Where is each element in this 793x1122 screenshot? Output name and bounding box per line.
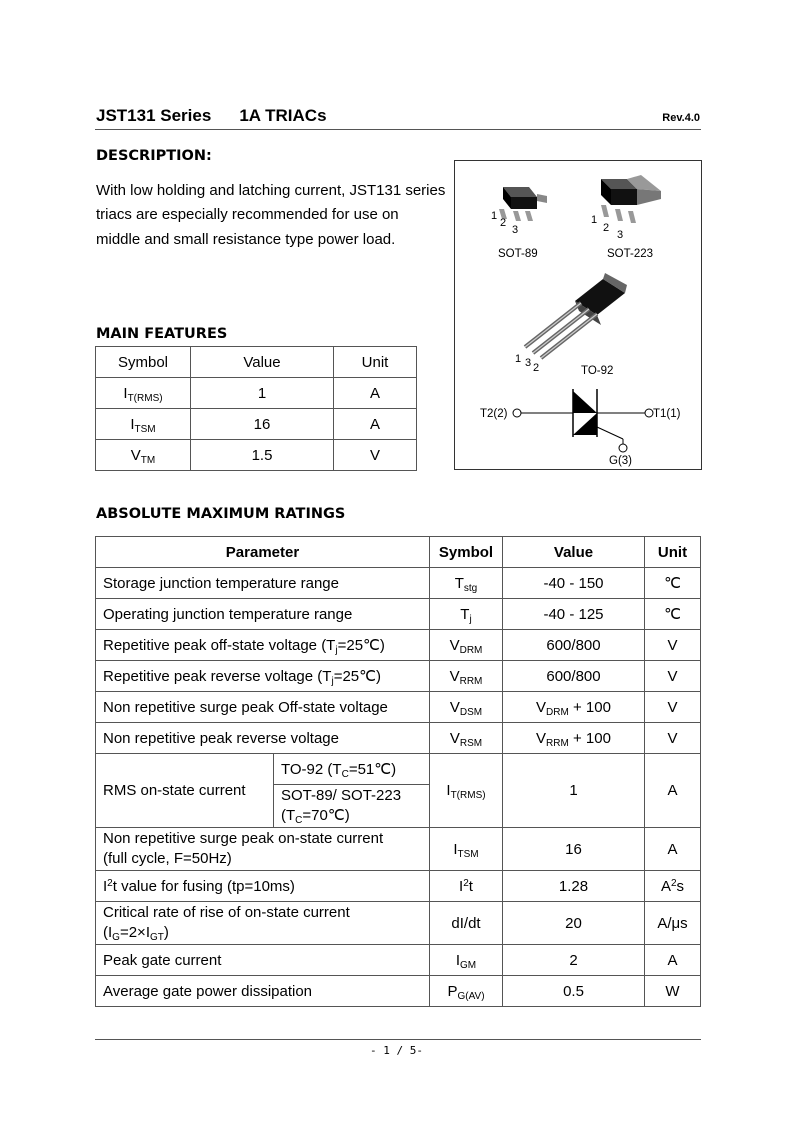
terminal-t2-label: T2(2) — [480, 408, 508, 420]
to92-package-icon — [525, 273, 627, 358]
unit-cell: ℃ — [645, 599, 701, 630]
table-row — [96, 871, 701, 902]
value-cell: $V_{RRM} + 100$ — [503, 723, 645, 754]
col-header-value: Value — [191, 347, 334, 378]
unit-cell: V — [645, 661, 701, 692]
unit-cell: $A^2s$ — [645, 871, 701, 902]
series-name: JST131 Series — [96, 106, 212, 125]
main-features-heading: MAIN FEATURES — [96, 326, 228, 342]
unit-cell: A — [334, 409, 417, 440]
symbol-cell: $V_{RRM}$ — [430, 661, 503, 692]
unit-cell: V — [645, 723, 701, 754]
table-row — [96, 661, 701, 692]
col-header-parameter: Parameter — [96, 537, 430, 568]
symbol-cell: $I_{TSM}$ — [96, 409, 191, 440]
condition-cell: TO-92 $(T_C=51℃)$ — [274, 754, 430, 785]
document-title — [96, 106, 327, 126]
table-row — [96, 976, 701, 1007]
to92-pin2: 2 — [533, 362, 540, 374]
table-row — [96, 692, 701, 723]
parameter-cell: RMS on-state current — [96, 754, 274, 828]
value-cell: 0.5 — [503, 976, 645, 1007]
parameter-cell: $I^2t$ value for fusing (tp=10ms) — [96, 871, 430, 902]
sot89-pin3: 3 — [512, 224, 519, 236]
sot223-package-icon — [601, 175, 661, 223]
main-features-table — [95, 346, 417, 471]
description-heading: DESCRIPTION: — [96, 148, 212, 164]
package-drawings — [455, 161, 701, 469]
table-row — [96, 568, 701, 599]
table-row — [96, 754, 701, 785]
symbol-cell: $T_{stg}$ — [430, 568, 503, 599]
col-header-value: Value — [503, 537, 645, 568]
unit-cell: A — [334, 378, 417, 409]
sot223-pin2: 2 — [603, 222, 610, 234]
value-cell: 16 — [503, 828, 645, 871]
table-row — [96, 723, 701, 754]
parameter-cell: Repetitive peak reverse voltage $(T_j=25℃)$ — [96, 661, 430, 692]
unit-cell: W — [645, 976, 701, 1007]
unit-cell: V — [334, 440, 417, 471]
table-row — [96, 945, 701, 976]
sot89-label: SOT-89 — [498, 248, 538, 260]
symbol-cell: $V_{RSM}$ — [430, 723, 503, 754]
parameter-cell: Operating junction temperature range — [96, 599, 430, 630]
parameter-cell: Storage junction temperature range — [96, 568, 430, 599]
symbol-cell: $I_{GM}$ — [430, 945, 503, 976]
terminal-t1-label: T1(1) — [653, 408, 681, 420]
symbol-cell: dI/dt — [430, 902, 503, 945]
table-row — [96, 902, 701, 945]
sot223-pin1: 1 — [591, 214, 598, 226]
symbol-cell: $P_{G(AV)}$ — [430, 976, 503, 1007]
value-cell: 1 — [503, 754, 645, 828]
unit-cell: V — [645, 630, 701, 661]
product-name: 1A TRIACs — [239, 106, 327, 125]
value-cell: -40 - 125 — [503, 599, 645, 630]
symbol-cell: $I_{T(RMS)}$ — [430, 754, 503, 828]
symbol-cell: $T_j$ — [430, 599, 503, 630]
condition-cell: SOT-89/ SOT-223 $(T_C=70℃)$ — [274, 785, 430, 828]
unit-cell: A — [645, 828, 701, 871]
col-header-symbol: Symbol — [96, 347, 191, 378]
symbol-cell: $I_{T(RMS)}$ — [96, 378, 191, 409]
sot89-package-icon — [499, 187, 547, 221]
parameter-cell: Non repetitive surge peak on-state current (full cycle, F=50Hz) — [96, 828, 430, 871]
table-header-row — [96, 537, 701, 568]
parameter-cell: Average gate power dissipation — [96, 976, 430, 1007]
page-number: - 1 / 5- — [370, 1044, 423, 1057]
col-header-unit: Unit — [645, 537, 701, 568]
value-cell: $V_{DRM} + 100$ — [503, 692, 645, 723]
value-cell: 2 — [503, 945, 645, 976]
unit-cell: A — [645, 754, 701, 828]
parameter-cell: Peak gate current — [96, 945, 430, 976]
parameter-cell: Repetitive peak off-state voltage $(T_j=25℃)$ — [96, 630, 430, 661]
to92-label: TO-92 — [581, 365, 614, 377]
revision-label: Rev.4.0 — [662, 112, 700, 124]
unit-cell: ℃ — [645, 568, 701, 599]
header-rule — [95, 129, 701, 130]
col-header-symbol: Symbol — [430, 537, 503, 568]
triac-schematic-symbol — [513, 389, 653, 452]
sot89-pin1: 1 — [491, 210, 498, 222]
sot223-pin3: 3 — [617, 229, 624, 241]
terminal-g-label: G(3) — [609, 455, 632, 467]
to92-pin1: 1 — [515, 353, 522, 365]
sot89-pin2: 2 — [500, 217, 507, 229]
table-row — [96, 378, 417, 409]
symbol-cell: $I_{TSM}$ — [430, 828, 503, 871]
table-row — [96, 409, 417, 440]
table-row — [96, 828, 701, 871]
parameter-cell: Non repetitive surge peak Off-state voltage — [96, 692, 430, 723]
description-text: With low holding and latching current, JST131 series triacs are especially recommended for use on middle and small resistance type power load. — [96, 182, 446, 248]
unit-cell: V — [645, 692, 701, 723]
table-row — [96, 599, 701, 630]
table-row — [96, 440, 417, 471]
absolute-maximum-ratings-table — [95, 536, 701, 1007]
symbol-cell: $V_{TM}$ — [96, 440, 191, 471]
symbol-cell: $V_{DSM}$ — [430, 692, 503, 723]
table-row — [96, 630, 701, 661]
footer-rule — [95, 1039, 701, 1040]
value-cell: 600/800 — [503, 630, 645, 661]
symbol-cell: $V_{DRM}$ — [430, 630, 503, 661]
sot223-label: SOT-223 — [607, 248, 654, 260]
symbol-cell: $I^2t$ — [430, 871, 503, 902]
to92-pin3: 3 — [525, 357, 532, 369]
col-header-unit: Unit — [334, 347, 417, 378]
value-cell: -40 - 150 — [503, 568, 645, 599]
ratings-heading: ABSOLUTE MAXIMUM RATINGS — [96, 506, 346, 522]
value-cell: 20 — [503, 902, 645, 945]
package-illustration-box — [454, 160, 702, 470]
parameter-cell: Non repetitive peak reverse voltage — [96, 723, 430, 754]
parameter-cell: Critical rate of rise of on-state current $(I_G=2\times I_{GT})$ — [96, 902, 430, 945]
value-cell: 1.5 — [191, 440, 334, 471]
table-header-row — [96, 347, 417, 378]
value-cell: 1.28 — [503, 871, 645, 902]
unit-cell: A/μs — [645, 902, 701, 945]
value-cell: 16 — [191, 409, 334, 440]
value-cell: 1 — [191, 378, 334, 409]
value-cell: 600/800 — [503, 661, 645, 692]
unit-cell: A — [645, 945, 701, 976]
